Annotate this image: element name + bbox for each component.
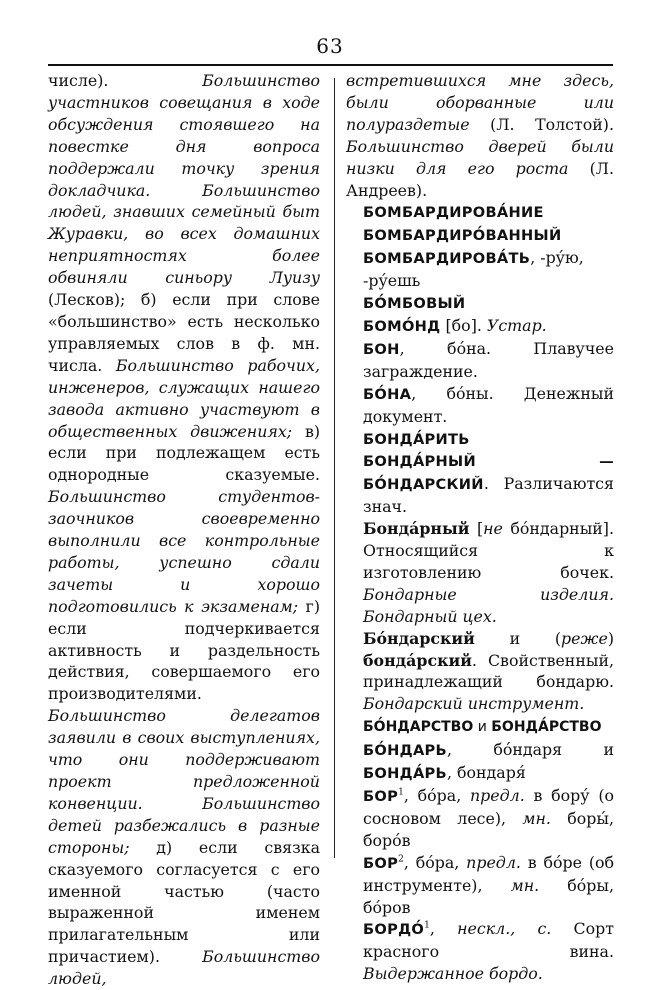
entry-bor-2 (346, 852, 614, 919)
right-column (346, 70, 614, 985)
definition: бо́ндарный]. Относящийся к изготовлению бочек. (363, 519, 614, 582)
headword: БОНДА́РНЫЙ — БО́НДАРСКИЙ (363, 453, 614, 494)
rule-text: (Лесков); б) если при слове «большинство» есть несколько управляемых слов в ф. мн. числа. (48, 290, 320, 375)
headword: БОМБАРДИРОВА́ТЬ (363, 250, 531, 268)
pronunciation: [бо]. (440, 315, 487, 335)
headword: БОМБАРДИРОВА́НИЕ (363, 204, 544, 222)
entry-bordo (346, 918, 614, 985)
headword: БОНДА́РИТЬ (363, 430, 470, 448)
homonym-number: 1 (398, 787, 404, 798)
headword: БО́МБОВЫЙ (363, 295, 466, 313)
grammatical-forms: в бору́ (о сосновом лесе), (363, 786, 615, 828)
case-label: предл. (466, 852, 521, 872)
left-column-text (48, 70, 320, 990)
headword: БО́НДАРСТВО (363, 719, 474, 736)
homonym-number: 2 (398, 854, 404, 865)
example: Выдержанное бордо. (363, 964, 543, 984)
example-text: Большинство участников совещания в ходе обсуждения стоявшего на повестке дня вопроса поддержали точку зрения докладчика. Большинство людей, знавших семейный быт Журавки, во всех домашних неприятностях более обвиняли синьору Луизу (48, 71, 320, 288)
headword: бонда́рский (363, 650, 472, 670)
sense-bondarny (346, 518, 614, 628)
number-label: мн. (522, 808, 551, 828)
headword: Бонда́рный (363, 519, 470, 539)
definition: Сорт красного вина. (363, 919, 614, 962)
entry-bona (346, 383, 614, 428)
entry-bombardirovat (346, 247, 614, 292)
definition: . Свойственный, принадлежащий бондарю. (363, 650, 614, 692)
example: Бондарский инструмент. (363, 694, 585, 714)
rule-text: г) если подчеркивается активность и раздельность действия, совершаемого его производителями. (48, 596, 320, 704)
headword: БО́НДАРЬ (363, 742, 447, 760)
headword: БОР (363, 854, 399, 872)
entry-bon (346, 338, 614, 383)
entry-bondar (346, 739, 614, 785)
entry-bombovy (346, 292, 614, 315)
headword: БОМБАРДИРО́ВАННЫЙ (363, 227, 562, 245)
grammatical-forms: , бо́ра, (403, 852, 467, 872)
continuation-text (346, 70, 614, 201)
definition: , бо́ны. Денежный документ. (363, 383, 614, 426)
header-rule (48, 64, 613, 66)
headword: БОН (363, 340, 400, 358)
entry-bondarny (346, 450, 614, 518)
source: (Л. Толстой). (469, 114, 614, 134)
headword: БОРДО́ (363, 921, 425, 939)
page-number: 63 (316, 34, 344, 58)
example-text: Большинство делегатов заявили в своих выступлениях, что они поддерживают проект предложенной конвенции. Большинство детей разбежались в разные стороны; (48, 706, 320, 857)
homonym-number: 1 (424, 921, 430, 932)
rule-text: в) если при подлежащем есть однородные сказуемые. (48, 421, 321, 485)
entry-bondarit (346, 428, 614, 451)
sense-bondarsky (346, 628, 614, 716)
headword: БО́НА (363, 385, 412, 403)
definition: . Различаются знач. (363, 474, 614, 517)
rule-text: числе). (48, 71, 203, 90)
grammatical-forms: , -ру́ю, -ру́ешь (363, 248, 584, 291)
headword: БОМО́НД (363, 317, 441, 335)
entry-bombardirovanny (346, 224, 614, 247)
grammatical-forms: бо́ры, бо́ров (363, 875, 615, 917)
example: Бондарные изделия. Бондарный цех. (363, 584, 614, 626)
entry-bondarstvo (346, 715, 614, 739)
source: (Л. Андреев). (346, 158, 614, 200)
usage-label: реже (561, 628, 608, 648)
grammatical-forms: , бо́ндаря и (446, 740, 614, 760)
example-text: Большинство людей, (48, 947, 320, 989)
note: не (483, 519, 503, 539)
note: [ (469, 519, 484, 539)
entry-bombardirovanie (346, 201, 614, 224)
definition: , бо́на. Плавучее заграждение. (363, 338, 614, 381)
headword: БОНДА́РСТВО (491, 719, 602, 736)
grammatical-forms: в бо́ре (об инструменте), (363, 852, 615, 895)
punctuation: , (429, 919, 458, 939)
conjunction: и ( (474, 628, 562, 648)
conjunction: ) (607, 628, 614, 648)
grammatical-forms: , бо́ра, (403, 786, 470, 805)
grammatical-forms: боры́, боро́в (363, 808, 614, 850)
example-text: Большинство студентов-заочников своевременно выполнили все контрольные работы, успешно сдали зачеты и хорошо подготовились к экзаменам; (48, 487, 320, 616)
column-divider (334, 78, 335, 858)
conjunction: и (473, 719, 492, 736)
entry-bor-1 (346, 785, 614, 852)
left-column (48, 70, 320, 990)
headword: Бо́ндарский (363, 628, 475, 648)
entry-bomond (346, 315, 614, 338)
example-text: Большинство рабочих, инженеров, служащих нашего завода активно участвуют в общественных движениях; (48, 355, 320, 441)
quote: Большинство дверей были низки для его роста (346, 136, 614, 178)
grammatical-forms: , бондаря́ (446, 763, 526, 783)
number-label: мн. (510, 875, 540, 895)
rule-text: д) если связка сказуемого согласуется с его именной частью (часто выраженной именем прилагательным или причастием). (48, 837, 320, 967)
headword: БОР (363, 788, 399, 805)
style-label: Устар. (486, 315, 547, 335)
headword: БОНДА́РЬ (363, 765, 447, 783)
quote: встретившихся мне здесь, были оборванные или полураздетые (346, 71, 614, 134)
grammar-label: нескл., с. (457, 919, 552, 939)
case-label: предл. (470, 786, 525, 805)
